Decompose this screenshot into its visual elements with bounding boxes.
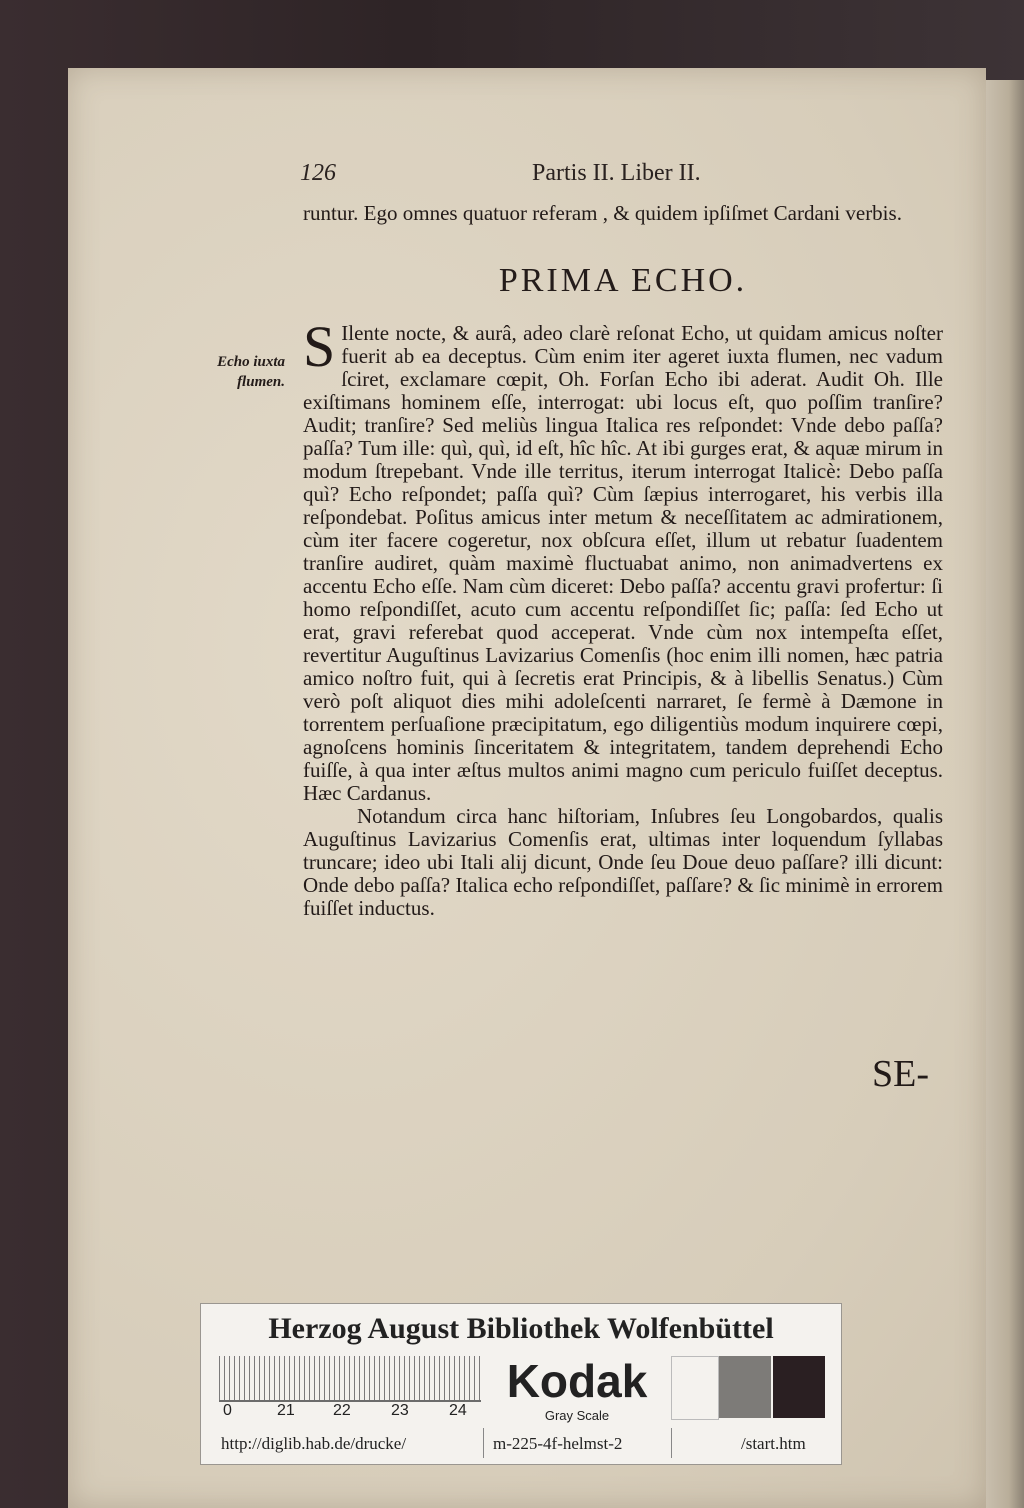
drop-cap: S: [303, 314, 336, 379]
ruler-number: 24: [449, 1402, 467, 1419]
label-divider: [671, 1428, 672, 1458]
gray-scale-caption: Gray Scale: [544, 1408, 610, 1423]
catchword: SE-: [872, 1053, 929, 1095]
paragraph-1-text: Ilente nocte, & aurâ, adeo clarè reſonat Echo, ut quidam amicus noſter fuerit ab ea deceptus. Cùm enim iter ageret iuxta flumen, nec vadum ſciret, exclamare cœpit, Oh. Forſan Echo ibi aderat. Audit Oh. Ille exiſtimans hominem eſſe, interrogat: ubi locus eſt, quo poſſim tranſire? Audit; tranſire? Sed meliùs lingua Italica res reſpondet: Vnde debo paſſa? paſſa? Tum ille: quì, quì, id eſt, hîc hîc. At ibi gurges erat, & aquæ mirum in modum ſtrepebant. Vnde ille territus, iterum interrogat Italicè: Debo paſſa quì? Echo reſpondet; paſſa quì? Cùm ſæpius interrogaret, his verbis illa reſpondebat. Poſitus amicus inter metum & neceſſitatem ac admirationem, cùm iter facere cogeretur, nox obſcura eſſet, illum ut rebatur ſuadentem tranſire audiret, quàm maximè fluctuabat animo, non animadvertens ex accentu Echo eſſe. Nam cùm diceret: Debo paſſa? accentu gravi profertur: ſi homo reſpondiſſet, acuto cum accentu reſpondiſſet ſic; paſſa: ſed Echo ut erat, gravi referebat quod acceperat. Vnde cùm nox intempeſta eſſet, revertitur Auguſtinus Lavizarius Comenſis (hoc enim illi nomen, hæc patria amico noſtro fuit, qui à ſecretis erat Principis, & à libellis Senatus.) Cùm verò poſt aliquot dies mihi adoleſcenti narraret, ſe fermè à Dæmone in torrentem perſuaſione præcipitatum, ego diligentiùs modum inquirere cœpi, agnoſcens hominis ſinceritatem & integritatem, tandem deprehendi Echo fuiſſe, à qua inter æſtus multos animi magno cum periculo fuiſſet deceptus. Hæc Cardanus.: [303, 321, 943, 805]
intro-text: [303, 202, 943, 225]
label-divider: [483, 1428, 484, 1458]
margin-note: [203, 352, 285, 392]
start-path: /start.htm: [741, 1434, 806, 1453]
running-head: Partis II. Liber II.: [532, 160, 701, 186]
paragraph-1: [303, 314, 943, 805]
section-heading: PRIMA ECHO.: [498, 262, 748, 299]
body-text: [303, 314, 943, 920]
library-label: [200, 1303, 842, 1465]
swatch-light: [671, 1356, 719, 1420]
intro-paragraph: runtur. Ego omnes quatuor referam , & quidem ipſiſmet Cardani verbis.: [303, 201, 902, 225]
ruler-number: 21: [277, 1402, 295, 1419]
shelfmark: m-225-4f-helmst-2: [493, 1434, 623, 1453]
margin-note-line: flumen.: [237, 374, 285, 390]
page-header: [300, 160, 940, 192]
margin-note-line: Echo iuxta: [217, 354, 285, 370]
ruler-scale: [219, 1356, 481, 1402]
swatch-dark: [773, 1356, 825, 1418]
catalog-url: http://diglib.hab.de/drucke/: [221, 1434, 407, 1453]
gray-swatches: [671, 1356, 827, 1418]
ruler-numbers: [219, 1402, 489, 1424]
library-name: Herzog August Bibliothek Wolfenbüttel: [268, 1312, 774, 1345]
paragraph-2: Notandum circa hanc hiſtoriam, Inſubres ſeu Longobardos, qualis Auguſtinus Lavizarius Comenſis erat, ultimas inter loquendum ſyllabas truncare; ideo ubi Itali alij dicunt, Onde ſeu Doue deuo paſſare? illi dicunt: Onde debo paſſa? Italica echo reſpondiſſet, paſſare? & ſic minimè in errorem fuiſſet inductus.: [303, 804, 943, 920]
ruler-number: 0: [223, 1402, 232, 1419]
ruler-number: 23: [391, 1402, 409, 1419]
ruler-number: 22: [333, 1402, 351, 1419]
swatch-mid: [719, 1356, 771, 1418]
page-edge: [986, 80, 1024, 1508]
page-number: 126: [300, 160, 336, 186]
kodak-logo: Kodak: [506, 1355, 648, 1407]
